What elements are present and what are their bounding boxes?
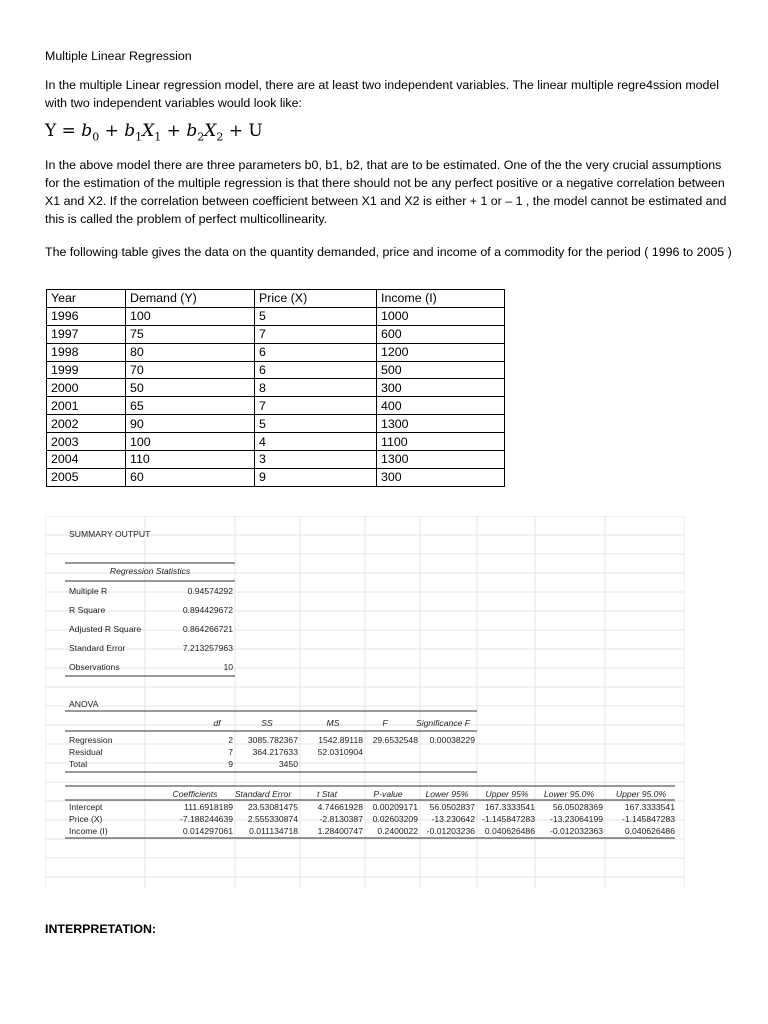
- coefficient-value: 0.040626486: [624, 826, 675, 836]
- table-cell: 1300: [377, 451, 505, 469]
- anova-value: 1542.89118: [318, 735, 363, 745]
- table-cell: 4: [255, 433, 377, 451]
- anova-value: 9: [228, 759, 233, 769]
- table-cell: 2002: [47, 415, 126, 433]
- anova-value: 7: [228, 747, 233, 757]
- table-cell: 70: [126, 361, 255, 379]
- table-cell: 1998: [47, 343, 126, 361]
- table-header-cell: Price (X): [255, 290, 377, 308]
- table-row: [47, 379, 505, 397]
- coefficient-value: 0.00209171: [372, 802, 418, 812]
- table-cell: 5: [255, 415, 377, 433]
- coefficient-value: 0.011134718: [249, 826, 298, 836]
- coefficient-value: 0.02603209: [372, 814, 418, 824]
- summary-output-spreadsheet: [45, 516, 685, 888]
- table-cell: 1000: [377, 307, 505, 325]
- coefficient-value: 2.555330874: [247, 814, 298, 824]
- table-row: [47, 433, 505, 451]
- coefficient-value: 23.53081475: [247, 802, 298, 812]
- anova-value: 0.00038229: [429, 735, 475, 745]
- table-cell: 6: [255, 343, 377, 361]
- anova-header: df: [213, 718, 221, 728]
- table-cell: 100: [126, 307, 255, 325]
- coefficient-header: Upper 95%: [485, 789, 529, 799]
- table-cell: 1999: [47, 361, 126, 379]
- coefficient-value: 167.3333541: [484, 802, 535, 812]
- table-cell: 60: [126, 468, 255, 486]
- stat-value: 0.894429672: [182, 605, 233, 615]
- table-cell: 5: [255, 307, 377, 325]
- table-cell: 7: [255, 397, 377, 415]
- anova-title: ANOVA: [69, 699, 99, 709]
- anova-value: 3085.782367: [247, 735, 298, 745]
- table-cell: 8: [255, 379, 377, 397]
- anova-header: Significance F: [416, 718, 470, 728]
- coefficient-value: 111.6918189: [184, 802, 233, 812]
- stat-value: 0.864266721: [182, 624, 233, 634]
- table-cell: 500: [377, 361, 505, 379]
- coefficient-header: Lower 95%: [425, 789, 469, 799]
- anova-value: 2: [228, 735, 233, 745]
- table-cell: 1200: [377, 343, 505, 361]
- table-cell: 80: [126, 343, 255, 361]
- table-cell: 1997: [47, 325, 126, 343]
- table-cell: 7: [255, 325, 377, 343]
- coefficient-value: -0.01203236: [426, 826, 475, 836]
- table-header-cell: Demand (Y): [126, 290, 255, 308]
- table-cell: 2004: [47, 451, 126, 469]
- coefficient-header: P-value: [373, 789, 403, 799]
- table-cell: 90: [126, 415, 255, 433]
- coefficient-value: 56.05028369: [552, 802, 603, 812]
- table-cell: 3: [255, 451, 377, 469]
- stat-label: Observations: [69, 662, 120, 672]
- stat-label: R Square: [69, 605, 106, 615]
- coefficient-value: -13.230642: [431, 814, 475, 824]
- table-cell: 9: [255, 468, 377, 486]
- table-cell: 2001: [47, 397, 126, 415]
- coefficient-value: 0.040626486: [484, 826, 535, 836]
- anova-header: MS: [326, 718, 340, 728]
- anova-value: 364.217633: [252, 747, 298, 757]
- interpretation-heading: INTERPRETATION:: [45, 922, 157, 936]
- anova-value: 3450: [278, 759, 298, 769]
- coefficient-value: 1.28400747: [317, 826, 363, 836]
- table-row: [47, 361, 505, 379]
- stat-label: Adjusted R Square: [69, 624, 142, 634]
- coefficient-header: Standard Error: [234, 789, 292, 799]
- demand-price-income-table: [46, 289, 505, 487]
- coefficient-header: Coefficients: [172, 789, 218, 799]
- coefficient-header: Lower 95.0%: [543, 789, 595, 799]
- coefficient-value: -1.145847283: [621, 814, 675, 824]
- coefficient-value: -7.188244639: [179, 814, 233, 824]
- stat-value: 10: [223, 662, 233, 672]
- coefficient-row-label: Income (I): [69, 826, 108, 836]
- table-row: [47, 468, 505, 486]
- table-cell: 600: [377, 325, 505, 343]
- table-cell: 110: [126, 451, 255, 469]
- anova-row-label: Regression: [69, 735, 113, 745]
- table-cell: 65: [126, 397, 255, 415]
- stat-value: 7.213257963: [182, 643, 233, 653]
- coefficient-value: -0.012032363: [549, 826, 603, 836]
- intro-paragraph: In the multiple Linear regression model, there are at least two independent variables. The linear multiple regre4ssion model with two independent variables would look like:: [45, 78, 720, 110]
- table-cell: 50: [126, 379, 255, 397]
- coefficient-header: t Stat: [316, 789, 338, 799]
- coefficient-row-label: Price (X): [69, 814, 103, 824]
- document-title: Multiple Linear Regression: [45, 49, 192, 63]
- coefficient-value: 56.0502837: [429, 802, 475, 812]
- coefficient-value: -2.8130387: [319, 814, 363, 824]
- coefficient-row-label: Intercept: [69, 802, 103, 812]
- table-row: [47, 415, 505, 433]
- stat-label: Standard Error: [69, 643, 126, 653]
- anova-row-label: Residual: [69, 747, 103, 757]
- table-row: [47, 343, 505, 361]
- stat-label: Multiple R: [69, 586, 108, 596]
- table-intro-paragraph: The following table gives the data on the quantity demanded, price and income of a commodity for the period ( 1996 to 2005 ): [45, 245, 732, 259]
- table-cell: 100: [126, 433, 255, 451]
- table-row: [47, 307, 505, 325]
- anova-header: F: [382, 718, 388, 728]
- table-cell: 1996: [47, 307, 126, 325]
- table-cell: 2000: [47, 379, 126, 397]
- table-row: [47, 325, 505, 343]
- coefficient-value: 0.2400022: [377, 826, 418, 836]
- table-cell: 6: [255, 361, 377, 379]
- table-row: [47, 397, 505, 415]
- regression-statistics-title: Regression Statistics: [109, 566, 191, 576]
- coefficient-value: -1.145847283: [481, 814, 535, 824]
- coefficient-value: 0.014297061: [182, 826, 233, 836]
- coefficient-value: -13.23064199: [549, 814, 603, 824]
- regression-equation: $Y = b_0 + b_1X_1 + b_2X_2 + U$: [45, 121, 263, 144]
- anova-value: 52.0310904: [317, 747, 363, 757]
- table-cell: 300: [377, 468, 505, 486]
- anova-header: SS: [261, 718, 273, 728]
- anova-row-label: Total: [69, 759, 88, 769]
- table-cell: 2005: [47, 468, 126, 486]
- anova-value: 29.6532548: [372, 735, 418, 745]
- coefficient-header: Upper 95.0%: [615, 789, 667, 799]
- coefficient-value: 4.74661928: [317, 802, 363, 812]
- table-cell: 400: [377, 397, 505, 415]
- summary-output-title: SUMMARY OUTPUT: [69, 529, 151, 539]
- table-cell: 300: [377, 379, 505, 397]
- table-cell: 2003: [47, 433, 126, 451]
- stat-value: 0.94574292: [187, 586, 233, 596]
- assumption-paragraph: In the above model there are three parameters b0, b1, b2, that are to be estimated. One of the the very crucial assumptions for the estimation of the multiple regression is that there should not be any perfect positive or a negative correlation between X1 and X2. If the correlation between coefficient between X1 and X2 is either + 1 or – 1 , the model cannot be estimated and this is called the problem of perfect multicollinearity.: [45, 158, 727, 226]
- table-cell: 1300: [377, 415, 505, 433]
- table-cell: 1100: [377, 433, 505, 451]
- coefficient-value: 167.3333541: [624, 802, 675, 812]
- table-header-cell: Year: [47, 290, 126, 308]
- table-cell: 75: [126, 325, 255, 343]
- table-row: [47, 451, 505, 469]
- table-header-cell: Income (I): [377, 290, 505, 308]
